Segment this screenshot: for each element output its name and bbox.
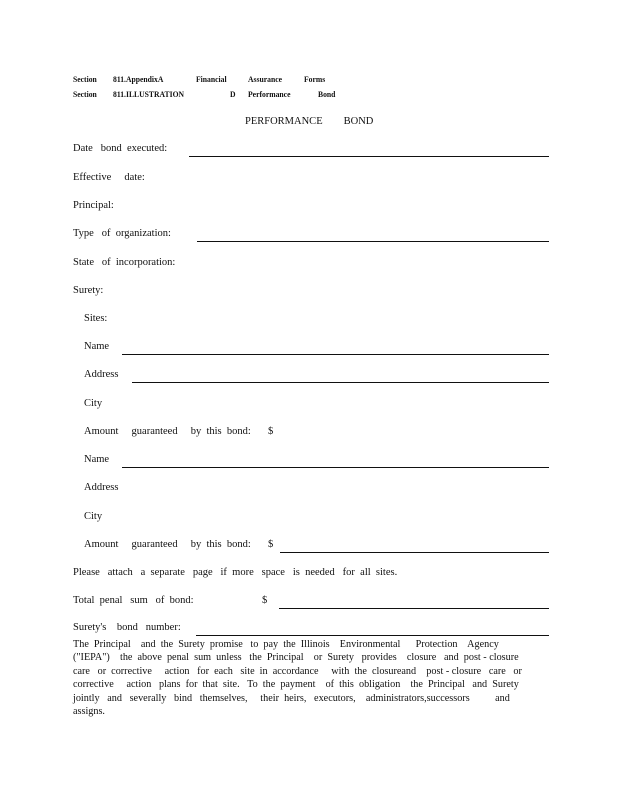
site2-name-label: Name <box>84 454 110 465</box>
paragraph-line: care or corrective action for each site in accordance with the closureand post - closure care or <box>73 665 522 677</box>
header-appendix: 811.AppendixA <box>113 74 164 84</box>
total-penal-sum-line[interactable] <box>279 608 549 609</box>
total-penal-sum-dollar-sign: $ <box>262 595 268 606</box>
header-illustration-letter: D <box>230 89 236 99</box>
principal-label: Principal: <box>73 200 114 211</box>
paragraph-line: The Principal and the Surety promise to pay the Illinois Environmental Protection Agency <box>73 639 499 650</box>
header-bond: Bond <box>318 89 336 99</box>
paragraph-line: jointly and severally bind themselves, their heirs, executors, administrators,successors and <box>73 692 510 704</box>
site1-amount-label: Amount guaranteed by this bond: <box>84 426 251 437</box>
site2-name-line[interactable] <box>122 467 549 468</box>
date-bond-executed-line[interactable] <box>189 156 549 157</box>
site2-amount-line[interactable] <box>280 552 549 553</box>
date-bond-executed-label: Date bond executed: <box>73 143 168 154</box>
sites-label: Sites: <box>84 313 108 324</box>
site2-address-label: Address <box>84 482 119 493</box>
type-of-organization-label: Type of organization: <box>73 228 171 239</box>
attach-note: Please attach a separate page if more space is needed for all sites. <box>73 567 398 578</box>
paragraph-line: assigns. <box>73 706 105 718</box>
header-performance: Performance <box>248 89 291 99</box>
site1-name-line[interactable] <box>122 354 549 355</box>
total-penal-sum-label: Total penal sum of bond: <box>73 595 194 606</box>
state-of-incorporation-label: State of incorporation: <box>73 257 176 268</box>
type-of-organization-line[interactable] <box>197 241 549 242</box>
header-section-label-2: Section <box>73 89 97 99</box>
obligation-paragraph <box>73 638 525 718</box>
site1-name-label: Name <box>84 341 110 352</box>
paragraph-line: ("IEPA") the above penal sum unless the Principal or Surety provides closure and post - closure <box>73 652 519 664</box>
site1-city-label: City <box>84 398 103 409</box>
header-section-label: Section <box>73 74 97 84</box>
header-assurance: Assurance <box>248 74 283 84</box>
effective-date-label: Effective date: <box>73 172 145 183</box>
site1-address-line[interactable] <box>132 382 549 383</box>
header-forms: Forms <box>304 74 326 84</box>
header-financial: Financial <box>196 74 227 84</box>
site2-dollar-sign: $ <box>268 539 274 550</box>
header-illustration: 811.ILLUSTRATION <box>113 89 185 99</box>
site2-amount-label: Amount guaranteed by this bond: <box>84 539 251 550</box>
surety-bond-number-line[interactable] <box>196 635 549 636</box>
surety-bond-number-label: Surety's bond number: <box>73 622 181 633</box>
page-title: PERFORMANCE BOND <box>245 116 374 127</box>
site1-address-label: Address <box>84 369 119 380</box>
paragraph-line: corrective action plans for that site. To the payment of this obligation the Principal and Surety <box>73 679 519 691</box>
site2-city-label: City <box>84 511 103 522</box>
surety-label: Surety: <box>73 285 104 296</box>
site1-dollar-sign: $ <box>268 426 274 437</box>
